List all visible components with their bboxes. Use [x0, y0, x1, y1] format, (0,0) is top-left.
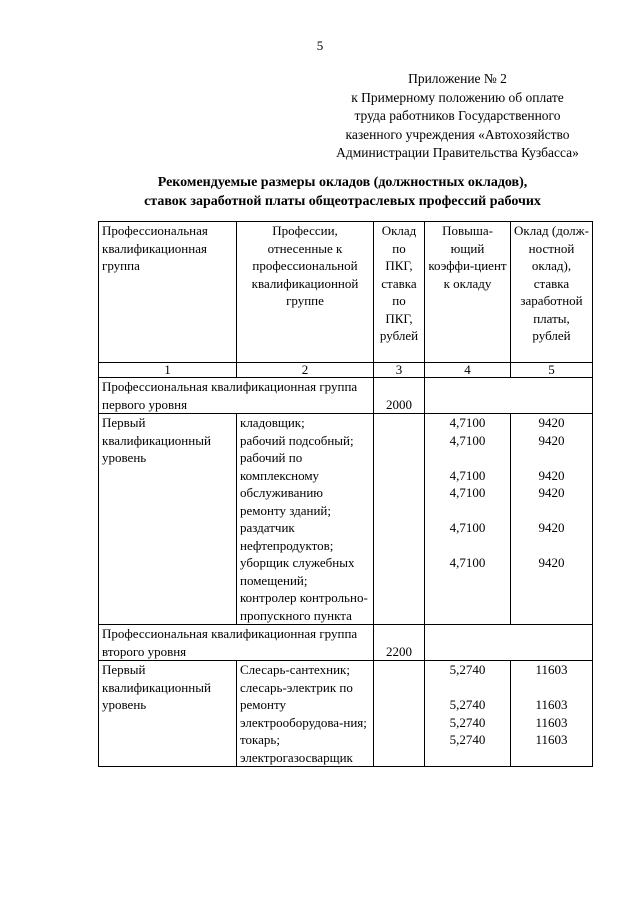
header-salary: Оклад (долж-ностной оклад), ставка заработной платы, рублей	[511, 222, 593, 363]
coefficient-value: 5,2740	[449, 714, 486, 730]
coefficient-value: 4,7100	[449, 520, 486, 535]
coefficient-value: 4,7100	[449, 467, 486, 483]
profession-item: токарь;	[240, 732, 280, 747]
profession-item: рабочий подсобный;	[240, 432, 354, 448]
salary-value: 9420	[538, 415, 565, 430]
level-row	[99, 661, 593, 767]
qualification-level: Первый квалификационный уровень	[99, 414, 237, 625]
coefficient-value: 5,2740	[449, 697, 486, 712]
salary-value: 11603	[535, 697, 568, 712]
professions-list	[237, 661, 374, 767]
salary-value: 9420	[538, 432, 565, 448]
salary-value: 9420	[538, 520, 565, 535]
appendix-header	[300, 70, 615, 163]
profession-item: слесарь-электрик по ремонту электрооборудова-ния;	[240, 679, 367, 730]
level-row	[99, 414, 593, 625]
profession-item: контролер контрольно-пропускного пункта	[240, 590, 368, 623]
salary-value: 9420	[538, 467, 565, 483]
column-number: 3	[374, 363, 425, 378]
appendix-line: Администрации Правительства Кузбасса»	[336, 145, 579, 160]
coefficient-value: 4,7100	[449, 555, 486, 570]
title-line: Рекомендуемые размеры окладов (должностных окладов),	[157, 175, 528, 190]
group-base-salary: 2000	[374, 378, 425, 414]
profession-item: электрогазосварщик	[240, 749, 353, 765]
coefficient-value: 5,2740	[449, 662, 486, 677]
base-salary-empty	[374, 414, 425, 625]
coefficient-value: 5,2740	[449, 732, 486, 747]
coefficient-value: 4,7100	[449, 415, 486, 430]
profession-item: Слесарь-сантехник;	[240, 662, 350, 677]
profession-item: рабочий по комплексному обслуживанию ремонту зданий;	[240, 450, 331, 518]
salary-value: 9420	[538, 555, 565, 570]
group-base-salary: 2200	[374, 625, 425, 661]
table-header-row	[99, 222, 593, 363]
coefficient-value: 4,7100	[449, 485, 486, 500]
profession-item: кладовщик;	[240, 415, 305, 430]
salaries-column	[511, 661, 593, 767]
profession-item: уборщик служебных помещений;	[240, 555, 355, 588]
coefficients-column	[425, 414, 511, 625]
page-number: 5	[316, 38, 324, 53]
header-group: Профессиональная квалификационная группа	[99, 222, 237, 363]
salary-value: 9420	[538, 485, 565, 500]
appendix-line: труда работников Государственного	[354, 108, 561, 123]
appendix-line: казенного учреждения «Автохозяйство	[345, 126, 570, 142]
profession-item: раздатчик нефтепродуктов;	[240, 520, 334, 553]
header-professions: Профессии, отнесенные к профессиональной квалификационной группе	[237, 222, 374, 363]
salary-value: 11603	[535, 714, 568, 730]
appendix-line: к Примерному положению об оплате	[351, 89, 564, 105]
group-row	[99, 378, 593, 414]
group-row	[99, 625, 593, 661]
group-name: Профессиональная квалификационная группа второго уровня	[99, 625, 374, 661]
column-number-row	[99, 363, 593, 378]
qualification-level: Первый квалификационный уровень	[99, 661, 237, 767]
group-name: Профессиональная квалификационная группа первого уровня	[99, 378, 374, 414]
salary-table	[98, 221, 593, 767]
appendix-line: Приложение № 2	[408, 71, 507, 86]
header-coefficient: Повыша-ющий коэффи-циент к окладу	[425, 222, 511, 363]
salary-value: 11603	[535, 732, 568, 747]
column-number: 2	[237, 363, 374, 378]
professions-list	[237, 414, 374, 625]
column-number: 1	[99, 363, 237, 378]
column-number: 4	[425, 363, 511, 378]
coefficient-value: 4,7100	[449, 432, 486, 448]
coefficients-column	[425, 661, 511, 767]
group-empty-cell	[425, 625, 593, 661]
group-empty-cell	[425, 378, 593, 414]
salaries-column	[511, 414, 593, 625]
salary-value: 11603	[535, 662, 568, 677]
column-number: 5	[511, 363, 593, 378]
base-salary-empty	[374, 661, 425, 767]
header-base-salary: Оклад по ПКГ, ставка по ПКГ, рублей	[374, 222, 425, 363]
title-line: ставок заработной платы общеотраслевых профессий рабочих	[144, 194, 541, 209]
document-title	[95, 173, 590, 211]
